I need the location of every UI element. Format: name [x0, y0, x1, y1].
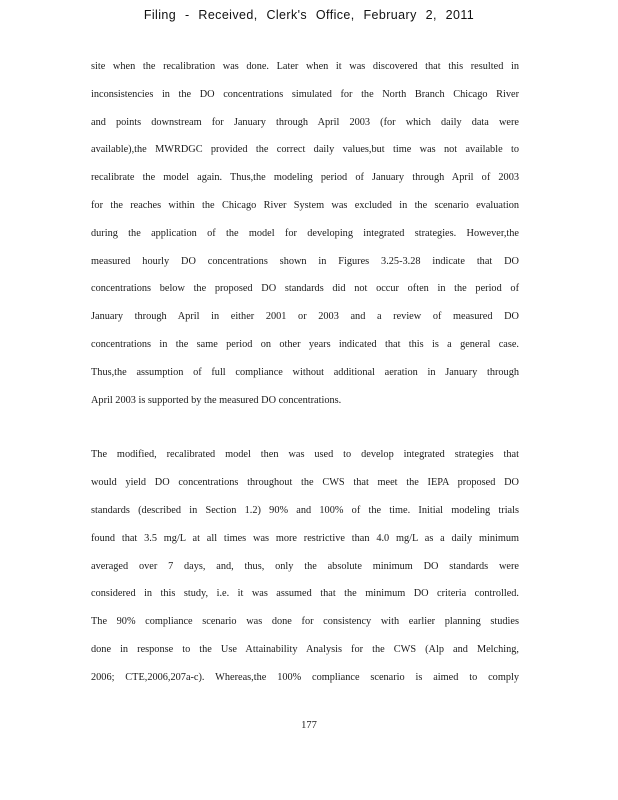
- text-line: would yield DO concentrations throughout the CWS that meet the IEPA proposed DO: [91, 477, 519, 489]
- text-line: The modified, recalibrated model then was used to develop integrated strategies that: [91, 449, 519, 461]
- filing-header: Filing - Received, Clerk's Office, February 2, 2011: [143, 8, 475, 22]
- text-line: April 2003 is supported by the measured DO concentrations.: [91, 394, 342, 406]
- text-line: concentrations in the same period on other years indicated that this is a general case.: [91, 338, 519, 350]
- document-body: [91, 58, 519, 697]
- text-line: inconsistencies in the DO concentrations simulated for the North Branch Chicago River: [91, 88, 519, 100]
- text-line: found that 3.5 mg/L at all times was more restrictive than 4.0 mg/L as a daily minimum: [91, 532, 519, 544]
- text-line: available),the MWRDGC provided the correct daily values,but time was not available to: [91, 144, 519, 156]
- text-line: measured hourly DO concentrations shown in Figures 3.25-3.28 indicate that DO: [91, 255, 519, 267]
- text-line: January through April in either 2001 or 2003 and a review of measured DO: [91, 311, 519, 323]
- paragraph-1: [91, 58, 519, 419]
- text-line: recalibrate the model again. Thus,the modeling period of January through April of 2003: [91, 172, 519, 184]
- text-line: Thus,the assumption of full compliance without additional aeration in January through: [91, 366, 519, 378]
- text-line: for the reaches within the Chicago River System was excluded in the scenario evaluation: [91, 199, 519, 211]
- text-line: and points downstream for January through April 2003 (for which daily data were: [91, 116, 519, 128]
- text-line: 2006; CTE,2006,207a-c). Whereas,the 100% compliance scenario is aimed to comply: [91, 671, 519, 683]
- text-line: site when the recalibration was done. Later when it was discovered that this resulted in: [91, 61, 519, 72]
- text-line: concentrations below the proposed DO standards did not occur often in the period of: [91, 283, 519, 295]
- text-line: during the application of the model for developing integrated strategies. However,the: [91, 227, 519, 239]
- text-line: averaged over 7 days, and, thus, only the absolute minimum DO standards were: [91, 560, 519, 572]
- page-number: 177: [301, 720, 317, 731]
- text-line: The 90% compliance scenario was done for consistency with earlier planning studies: [91, 616, 519, 628]
- text-line: done in response to the Use Attainability Analysis for the CWS (Alp and Melching,: [91, 643, 519, 655]
- text-line: considered in this study, i.e. it was assumed that the minimum DO criteria controlled.: [91, 588, 519, 600]
- text-line: standards (described in Section 1.2) 90% and 100% of the time. Initial modeling trials: [91, 504, 519, 516]
- paragraph-2: [91, 446, 519, 696]
